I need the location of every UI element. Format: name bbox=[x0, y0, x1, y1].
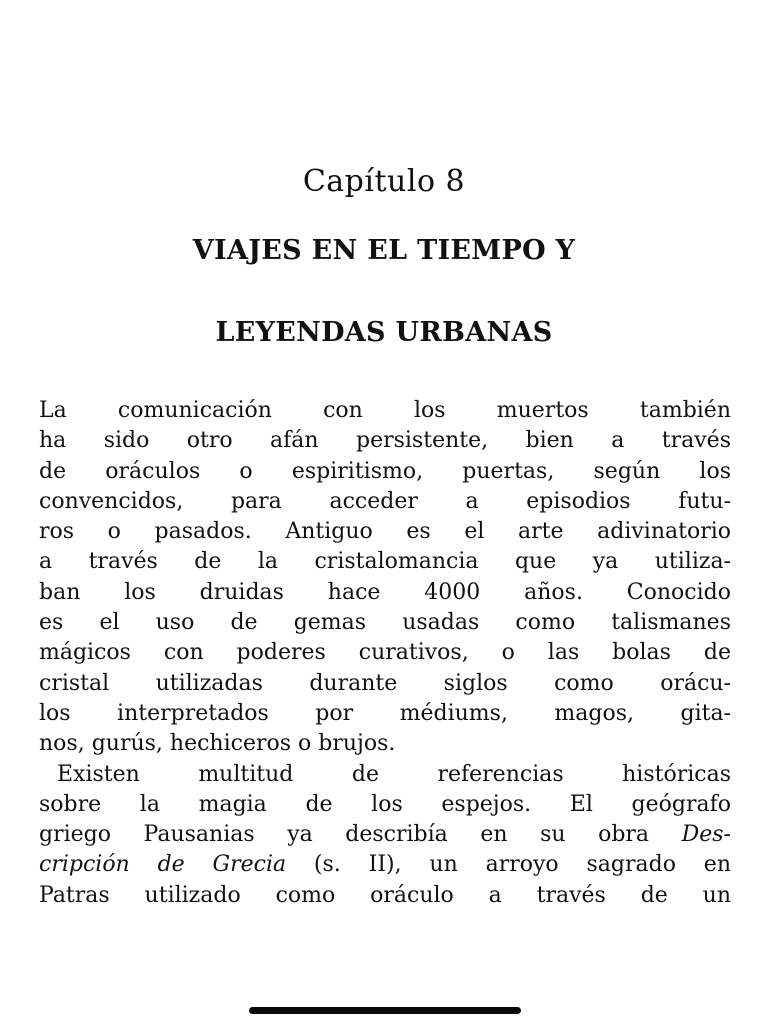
text-line: de oráculos o espiritismo, puertas, según los bbox=[39, 458, 731, 484]
text-line: convencidos, para acceder a episodios futu- bbox=[39, 488, 731, 514]
text-line: sobre la magia de los espejos. El geógrafo bbox=[39, 791, 731, 817]
text-line bbox=[39, 820, 731, 850]
book-title-italic: cripción de Grecia bbox=[39, 852, 287, 878]
chapter-title-line-1: VIAJES EN EL TIEMPO Y bbox=[192, 235, 576, 266]
chapter-title-line-2: LEYENDAS URBANAS bbox=[215, 317, 553, 348]
home-indicator-bar[interactable] bbox=[249, 1007, 521, 1014]
text-line: ros o pasados. Antiguo es el arte adivinatorio bbox=[39, 519, 731, 545]
text-line: Patras utilizado como oráculo a través de un bbox=[39, 882, 731, 908]
text-line: Existen multitud de referencias históricas bbox=[57, 761, 731, 787]
text-line: cristal utilizadas durante siglos como orácu- bbox=[39, 670, 731, 696]
text-line: es el uso de gemas usadas como talismanes bbox=[39, 610, 731, 636]
text-line: nos, gurús, hechiceros o brujos. bbox=[39, 731, 396, 757]
text-line: a través de la cristalomancia que ya utiliza- bbox=[39, 549, 731, 575]
book-title-italic: Des- bbox=[681, 822, 731, 848]
text-line: mágicos con poderes curativos, o las bolas de bbox=[39, 640, 731, 666]
chapter-body-text bbox=[39, 396, 731, 911]
text-line: ha sido otro afán persistente, bien a través bbox=[39, 428, 731, 454]
text-line: ban los druidas hace 4000 años. Conocido bbox=[39, 579, 731, 605]
chapter-number: Capítulo 8 bbox=[302, 164, 466, 199]
text-line: La comunicación con los muertos también bbox=[39, 398, 731, 423]
text-line bbox=[39, 850, 731, 880]
text-segment: (s. II), un arroyo sagrado en bbox=[286, 852, 731, 878]
text-line: los interpretados por médiums, magos, gita- bbox=[39, 700, 731, 726]
text-segment: griego Pausanias ya describía en su obra bbox=[39, 822, 682, 848]
